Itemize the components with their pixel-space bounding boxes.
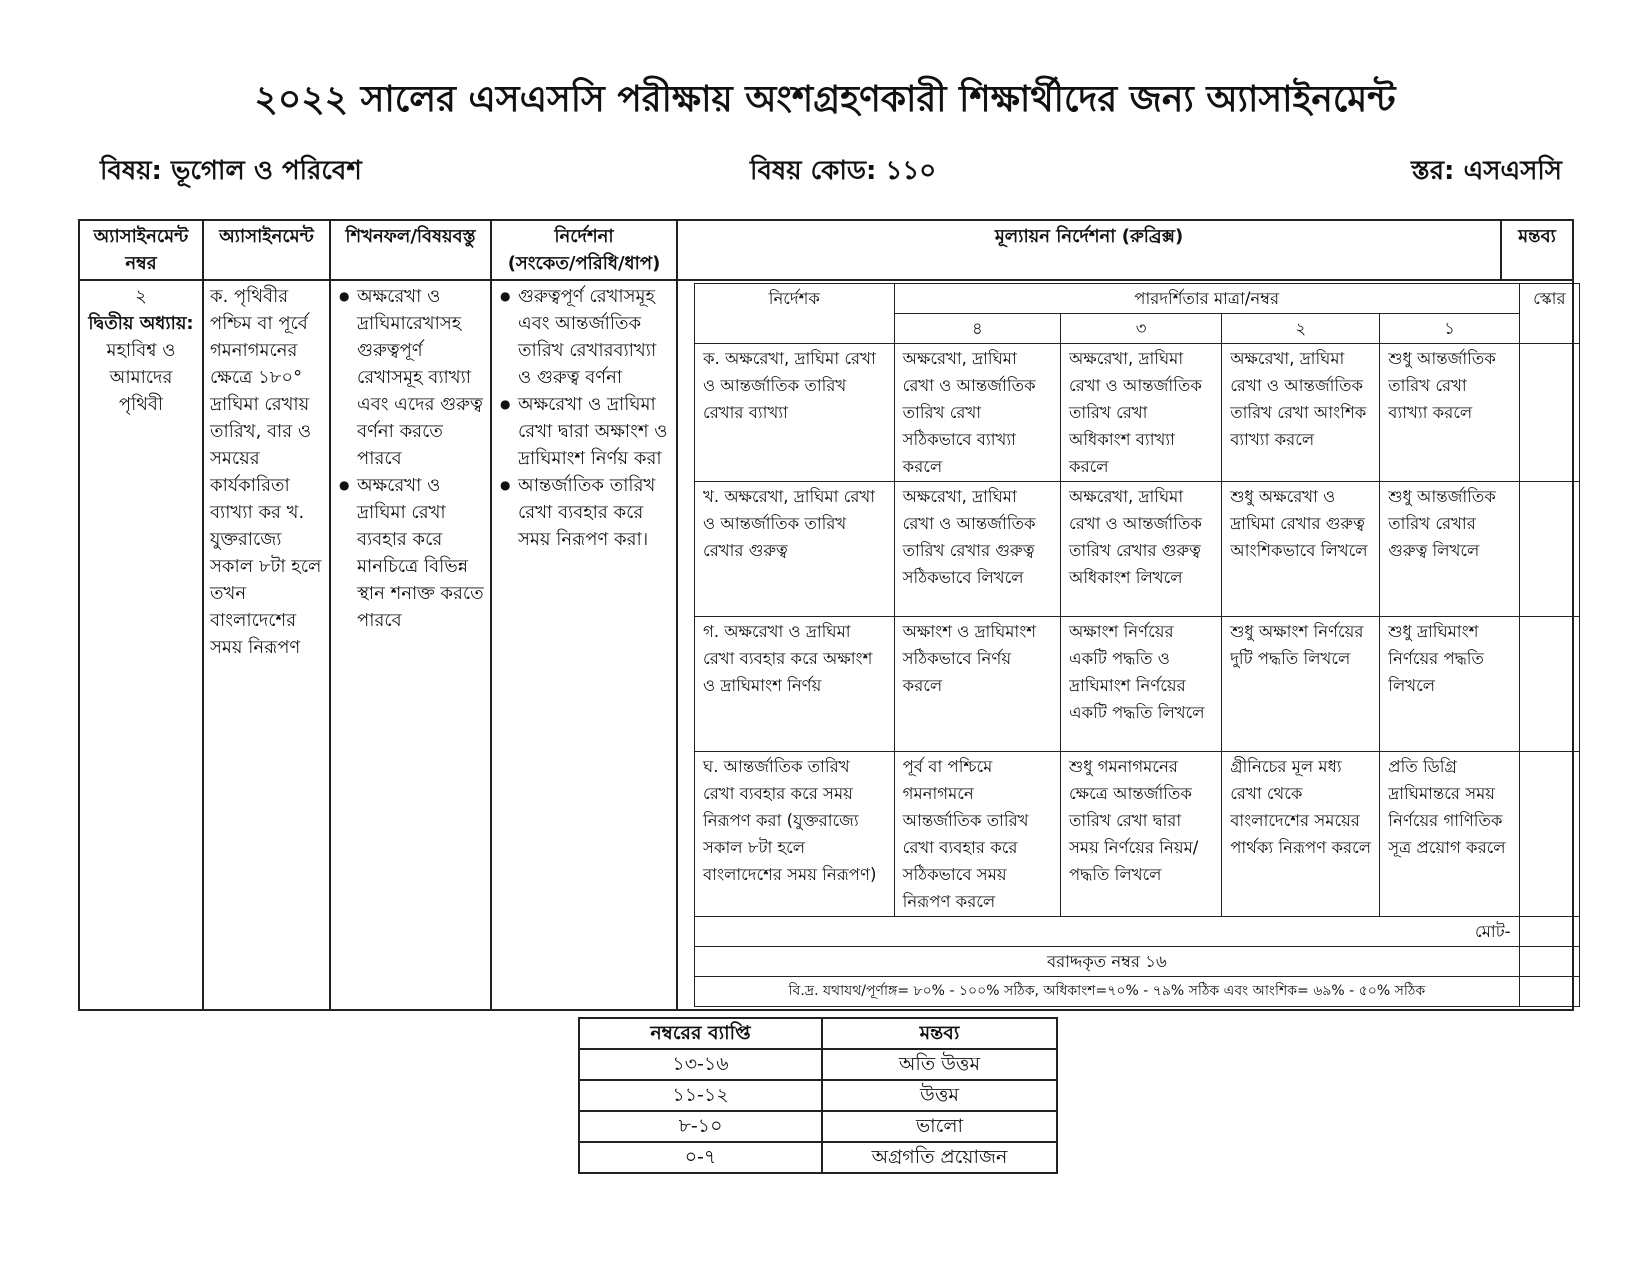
rubric-row: ক. অক্ষরেখা, দ্রাঘিমা রেখা ও আন্তর্জাতিক তারিখ রেখার ব্যাখ্যা অক্ষরেখা, দ্রাঘিমা রেখা ও আন্তর্জাতিক তারিখ রেখা সঠিকভাবে ব্যাখ্যা করলে অক্ষরেখা, দ্রাঘিমা রেখা ও আন্তর্জাতিক তারিখ রেখা অধিকাংশ ব্যাখ্যা করলে অক্ষরেখা, দ্রাঘিমা রেখা ও আন্তর্জাতিক তারিখ রেখা আংশিক ব্যাখ্যা করলে শুধু আন্তর্জাতিক তারিখ রেখা ব্যাখ্যা করলে	[695, 344, 1580, 482]
allotted-marks: বরাদ্দকৃত নম্বর ১৬	[695, 947, 1520, 977]
score-row: ০-৭ অগ্রগতি প্রয়োজন	[579, 1142, 1057, 1173]
rubric-table	[694, 283, 1580, 1007]
score-header-remarks: মন্তব্য	[822, 1018, 1057, 1049]
assignment-text-cell: ক. পৃথিবীর পশ্চিম বা পূর্বে গমনাগমনের ক্ষেত্রে ১৮০° দ্রাঘিমা রেখায় তারিখ, বার ও সময়ের কার্যকারিতা ব্যাখ্যা কর খ. যুক্তরাজ্যে সকাল ৮টা হলে তখন বাংলাদেশের সময় নিরূপণ	[203, 280, 330, 1010]
rubric-row: খ. অক্ষরেখা, দ্রাঘিমা রেখা ও আন্তর্জাতিক তারিখ রেখার গুরুত্ব অক্ষরেখা, দ্রাঘিমা রেখা ও আন্তর্জাতিক তারিখ রেখার গুরুত্ব সঠিকভাবে লিখলে অক্ষরেখা, দ্রাঘিমা রেখা ও আন্তর্জাতিক তারিখ রেখার গুরুত্ব অধিকাংশ লিখলে শুধু অক্ষরেখা ও দ্রাঘিমা রেখার গুরুত্ব আংশিকভাবে লিখলে শুধু আন্তর্জাতিক তারিখ রেখার গুরুত্ব লিখলে	[695, 482, 1580, 617]
score-cell	[1519, 344, 1579, 482]
header-learning: শিখনফল/বিষয়বস্তু	[330, 220, 491, 280]
rubric-row: গ. অক্ষরেখা ও দ্রাঘিমা রেখা ব্যবহার করে অক্ষাংশ ও দ্রাঘিমাংশ নির্ণয় অক্ষাংশ ও দ্রাঘিমাংশ সঠিকভাবে নির্ণয় করলে অক্ষাংশ নির্ণয়ের একটি পদ্ধতি ও দ্রাঘিমাংশ নির্ণয়ের একটি পদ্ধতি লিখলে শুধু অক্ষাংশ নির্ণয়ের দুটি পদ্ধতি লিখলে শুধু দ্রাঘিমাংশ নির্ণয়ের পদ্ধতি লিখলে	[695, 617, 1580, 752]
score-range-table	[578, 1017, 1058, 1174]
rubric-row: ঘ. আন্তর্জাতিক তারিখ রেখা ব্যবহার করে সময় নিরূপণ করা (যুক্তরাজ্যে সকাল ৮টা হলে বাংলাদেশের সময় নিরূপণ) পূর্ব বা পশ্চিমে গমনাগমনে আন্তর্জাতিক তারিখ রেখা ব্যবহার করে সঠিকভাবে সময় নিরূপণ করলে শুধু গমনাগমনের ক্ষেত্রে আন্তর্জাতিক তারিখ রেখা দ্বারা সময় নির্ণয়ের নিয়ম/পদ্ধতি লিখলে গ্রীনিচের মূল মধ্য রেখা থেকে বাংলাদেশের সময়ের পার্থক্য নিরূপণ করলে প্রতি ডিগ্রি দ্রাঘিমান্তরে সময় নির্ণয়ের গাণিতিক সূত্র প্রয়োগ করলে	[695, 752, 1580, 917]
rubric-note: বি.দ্র. যথাযথ/পূর্ণাঙ্গ= ৮০% - ১০০% সঠিক, অধিকাংশ=৭০% - ৭৯% সঠিক এবং আংশিক= ৬৯% - ৫০% সঠিক	[695, 977, 1520, 1007]
total-label: মোট-	[695, 917, 1520, 947]
level-3: ৩	[1061, 314, 1222, 344]
rubric-score-header: স্কোর	[1519, 284, 1579, 344]
score-cell	[1519, 617, 1579, 752]
score-row: ৮-১০ ভালো	[579, 1111, 1057, 1142]
learning-outcome-item: ● অক্ষরেখা ও দ্রাঘিমা রেখা ব্যবহার করে মানচিত্রে বিভিন্ন স্থান শনাক্ত করতে পারবে	[351, 472, 484, 634]
instruction-item: ● অক্ষরেখা ও দ্রাঘিমা রেখা দ্বারা অক্ষাংশ ও দ্রাঘিমাংশ নির্ণয় করা	[512, 391, 670, 472]
rubric-cell	[677, 280, 1573, 1010]
level-label: স্তর: এসএসসি	[1411, 156, 1562, 186]
score-cell	[1519, 752, 1579, 917]
learning-outcome-item: ● অক্ষরেখা ও দ্রাঘিমারেখাসহ গুরুত্বপূর্ণ রেখাসমূহ ব্যাখ্যা এবং এদের গুরুত্ব বর্ণনা করতে পারবে	[351, 283, 484, 472]
rubric-indicator-header: নির্দেশক	[695, 284, 895, 344]
level-1: ১	[1380, 314, 1519, 344]
learning-outcomes-cell	[330, 280, 491, 1010]
score-cell	[1519, 482, 1579, 617]
header-evaluation: মূল্যায়ন নির্দেশনা (রুব্রিক্স)	[677, 220, 1501, 280]
score-header-range: নম্বরের ব্যাপ্তি	[579, 1018, 822, 1049]
page-title: ২০২২ সালের এসএসসি পরীক্ষায় অংশগ্রহণকারী শিক্ষার্থীদের জন্য অ্যাসাইনমেন্ট	[254, 79, 1396, 120]
assignment-number-cell: ২ দ্বিতীয় অধ্যায়: মহাবিশ্ব ও আমাদের পৃথিবী	[79, 280, 203, 1010]
header-assignment: অ্যাসাইনমেন্ট	[203, 220, 330, 280]
header-instruction: নির্দেশনা (সংকেত/পরিধি/ধাপ)	[491, 220, 677, 280]
rubric-performance-header: পারদর্শিতার মাত্রা/নম্বর	[894, 284, 1519, 314]
subject-code-label: বিষয় কোড: ১১০	[750, 156, 937, 186]
score-row: ১৩-১৬ অতি উত্তম	[579, 1049, 1057, 1080]
instruction-item: ● গুরুত্বপূর্ণ রেখাসমূহ এবং আন্তর্জাতিক তারিখ রেখারব্যাখ্যা ও গুরুত্ব বর্ণনা	[512, 283, 670, 391]
header-remarks: মন্তব্য	[1501, 220, 1573, 280]
header-assignment-no: অ্যাসাইনমেন্ট নম্বর	[79, 220, 203, 280]
assignment-table	[78, 219, 1574, 1011]
level-2: ২	[1222, 314, 1380, 344]
level-4: ৪	[894, 314, 1060, 344]
total-score-cell	[1519, 917, 1579, 947]
score-row: ১১-১২ উত্তম	[579, 1080, 1057, 1111]
instruction-item: ● আন্তর্জাতিক তারিখ রেখা ব্যবহার করে সময় নিরূপণ করা।	[512, 472, 670, 553]
instructions-cell	[491, 280, 677, 1010]
subject-label: বিষয়: ভূগোল ও পরিবেশ	[100, 156, 362, 186]
